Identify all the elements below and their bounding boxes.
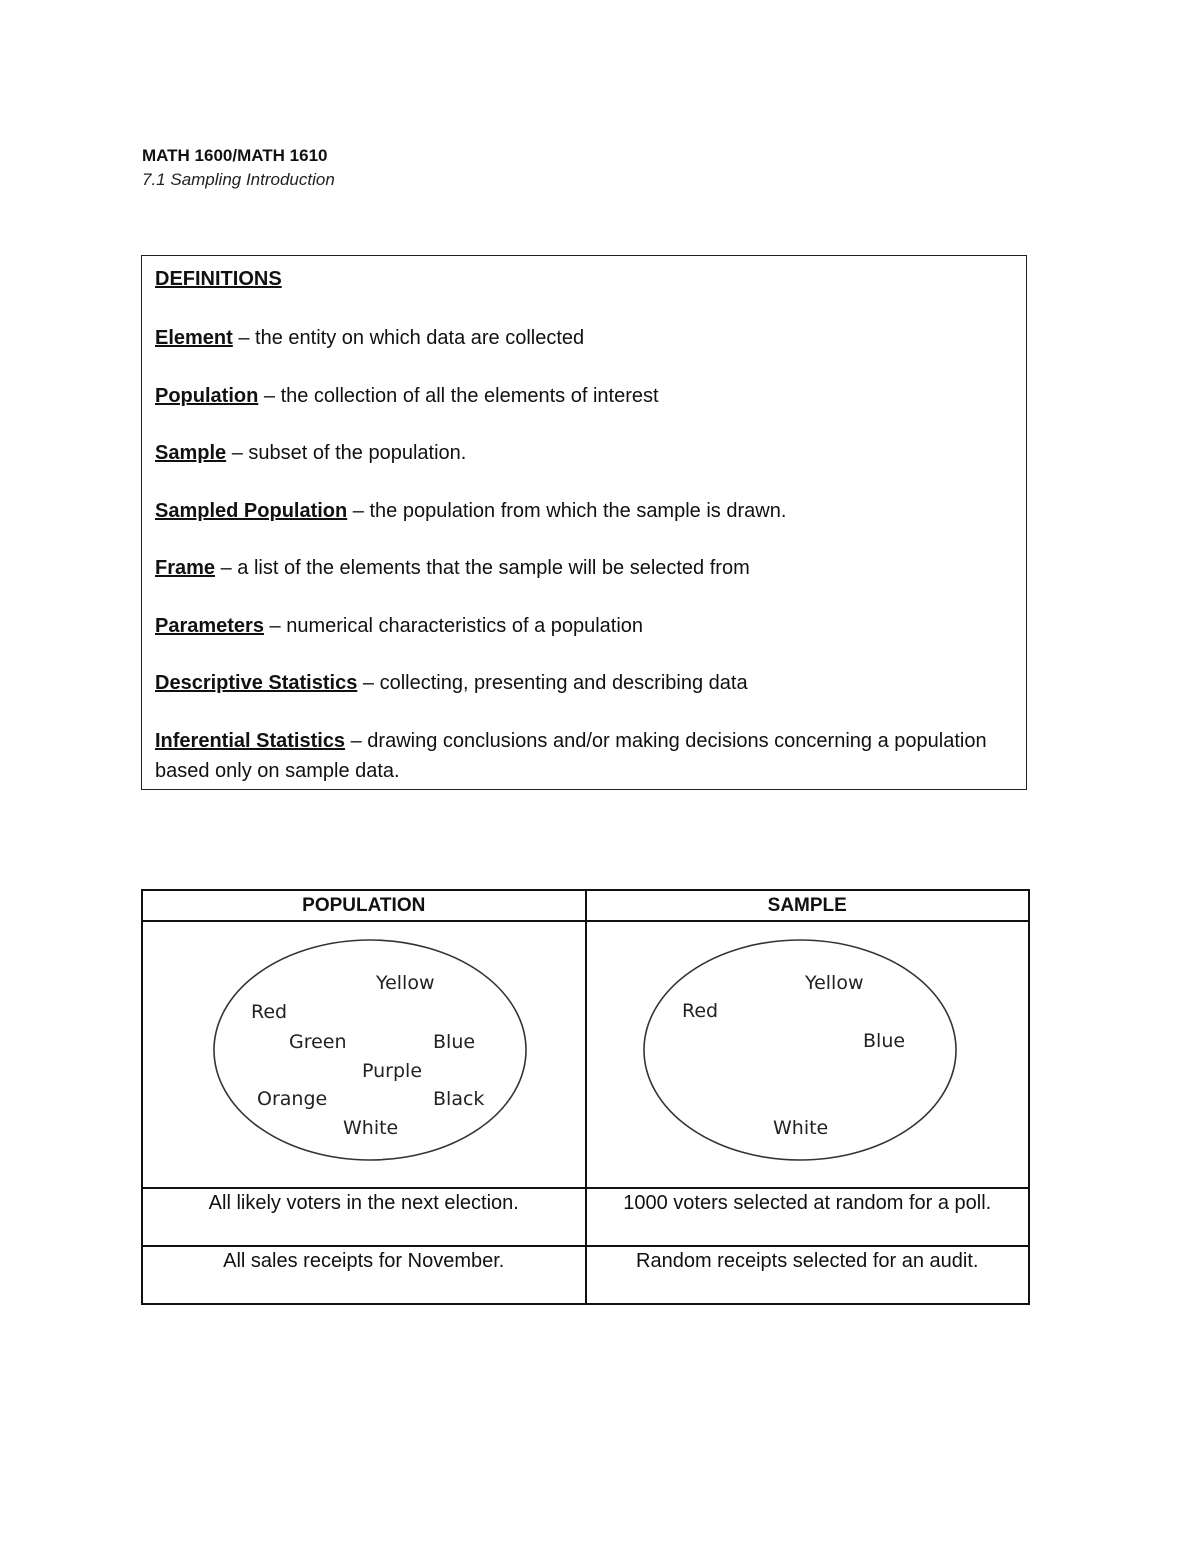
sample-item: Blue <box>863 1030 906 1052</box>
population-item: Yellow <box>375 972 435 994</box>
sample-header: SAMPLE <box>586 890 1030 921</box>
definition-term: Population <box>155 384 259 407</box>
definition-text: – the entity on which data are collected <box>232 327 585 349</box>
population-example: All likely voters in the next election. <box>142 1188 586 1246</box>
definition-text: – subset of the population. <box>226 442 467 464</box>
definition-text: – collecting, presenting and describing data <box>357 672 748 694</box>
population-item: Purple <box>361 1060 422 1082</box>
sample-example: 1000 voters selected at random for a poll. <box>586 1188 1030 1246</box>
definition-descriptive-statistics <box>155 668 1013 698</box>
definition-frame <box>155 553 1013 583</box>
population-example: All sales receipts for November. <box>142 1246 586 1304</box>
table-row <box>142 1188 1029 1246</box>
population-item: Blue <box>432 1031 475 1053</box>
sample-item: Yellow <box>805 972 864 994</box>
definition-text: – a list of the elements that the sample will be selected from <box>215 557 750 579</box>
definition-text: – numerical characteristics of a population <box>263 614 644 637</box>
definition-sample <box>155 438 1013 468</box>
population-item: Red <box>250 1001 287 1023</box>
population-item: Green <box>288 1031 347 1053</box>
definition-term: Inferential Statistics <box>155 729 346 752</box>
document-header <box>142 144 335 192</box>
definition-text: – drawing conclusions and/or making decisions concerning a population based only on sample data. <box>155 729 987 782</box>
definition-sampled-population <box>155 496 1013 526</box>
definition-term: Sample <box>155 442 227 464</box>
definition-term: Sampled Population <box>155 499 348 522</box>
sample-item: White <box>773 1117 829 1139</box>
definition-population <box>155 381 1013 411</box>
population-header: POPULATION <box>142 890 586 921</box>
definitions-box <box>141 255 1027 790</box>
definitions-title: DEFINITIONS <box>155 268 282 290</box>
sample-item: Red <box>682 1000 719 1022</box>
population-item: Orange <box>256 1088 327 1110</box>
table-header-row <box>142 890 1029 921</box>
population-ellipse-diagram <box>144 922 584 1182</box>
diagram-row <box>142 921 1029 1188</box>
definition-inferential-statistics <box>155 726 1013 786</box>
definition-term: Parameters <box>155 614 264 637</box>
sample-diagram-cell <box>586 921 1030 1188</box>
table-row <box>142 1246 1029 1304</box>
population-diagram-cell <box>142 921 586 1188</box>
population-item: Black <box>432 1088 485 1110</box>
definition-term: Descriptive Statistics <box>155 672 358 694</box>
definition-text: – the collection of all the elements of interest <box>258 384 659 407</box>
population-sample-table <box>141 889 1030 1305</box>
definition-text: – the population from which the sample is drawn. <box>347 499 787 522</box>
course-title: MATH 1600/MATH 1610 <box>142 146 328 165</box>
section-subtitle: 7.1 Sampling Introduction <box>142 170 335 189</box>
population-item: White <box>342 1117 398 1139</box>
definition-term: Element <box>155 327 233 349</box>
definition-element <box>155 323 1013 353</box>
definition-term: Frame <box>155 557 216 579</box>
definition-parameters <box>155 611 1013 641</box>
sample-ellipse-diagram <box>587 922 1027 1182</box>
sample-example: Random receipts selected for an audit. <box>586 1246 1030 1304</box>
